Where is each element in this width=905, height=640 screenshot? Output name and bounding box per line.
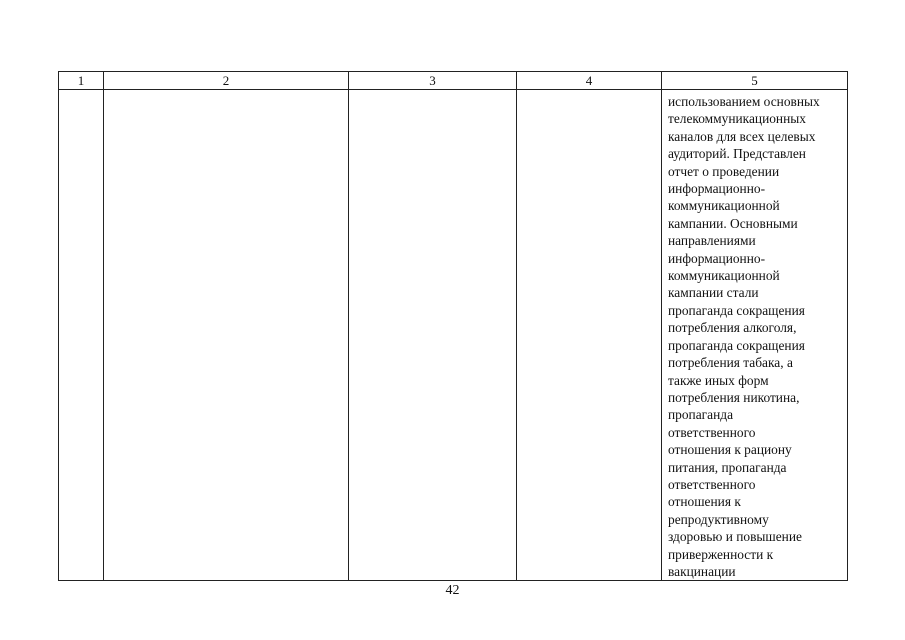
page-number: 42 [445,583,460,598]
cell-text-line: отчет о проведении [668,163,780,179]
cell-text-line: вакцинации [668,563,736,579]
cell-text-line: кампании стали [668,285,759,301]
document-table [58,71,848,581]
cell-text-line: коммуникационной [668,198,780,214]
cell-text-line: информационно- [668,181,766,197]
cell-text-line: пропаганда [668,407,734,423]
cell-text-line: отношения к [668,494,741,510]
cell-text-line: коммуникационной [668,268,780,284]
cell-text-line: потребления никотина, [668,389,800,405]
cell-col-4 [517,90,662,581]
cell-col-3 [349,90,517,581]
cell-text-line: также иных форм [668,372,769,388]
cell-text-line: использованием основных [668,94,820,109]
column-header-2: 2 [104,72,349,90]
cell-text-line: кампании. Основными [668,215,798,231]
table-header-row [59,72,848,90]
column-header-3: 3 [349,72,517,90]
table-row [59,90,848,581]
cell-text-line: ответственного [668,476,756,492]
cell-text-line: репродуктивному [668,511,769,527]
cell-text-line: пропаганда сокращения [668,302,805,318]
cell-text-line: потребления табака, а [668,355,793,371]
cell-text-line: телекоммуникационных [668,111,806,127]
cell-text-line: отношения к рациону [668,442,792,458]
cell-text-line: приверженности к [668,546,774,562]
cell-text-line: каналов для всех целевых [668,128,816,144]
cell-col-5 [662,90,848,581]
cell-text-line: аудиторий. Представлен [668,146,806,162]
cell-text-line: направлениями [668,233,756,249]
cell-text-line: потребления алкоголя, [668,320,797,336]
cell-text-line: ответственного [668,424,756,440]
cell-text-line: пропаганда сокращения [668,337,805,353]
column-header-5: 5 [662,72,848,90]
column-header-1: 1 [59,72,104,90]
cell-col-1 [59,90,104,581]
cell-col-2 [104,90,349,581]
cell-col-5-text [662,90,847,580]
cell-text-line: питания, пропаганда [668,459,787,475]
cell-text-line: информационно- [668,250,766,266]
column-header-4: 4 [517,72,662,90]
cell-text-line: здоровью и повышение [668,529,802,545]
